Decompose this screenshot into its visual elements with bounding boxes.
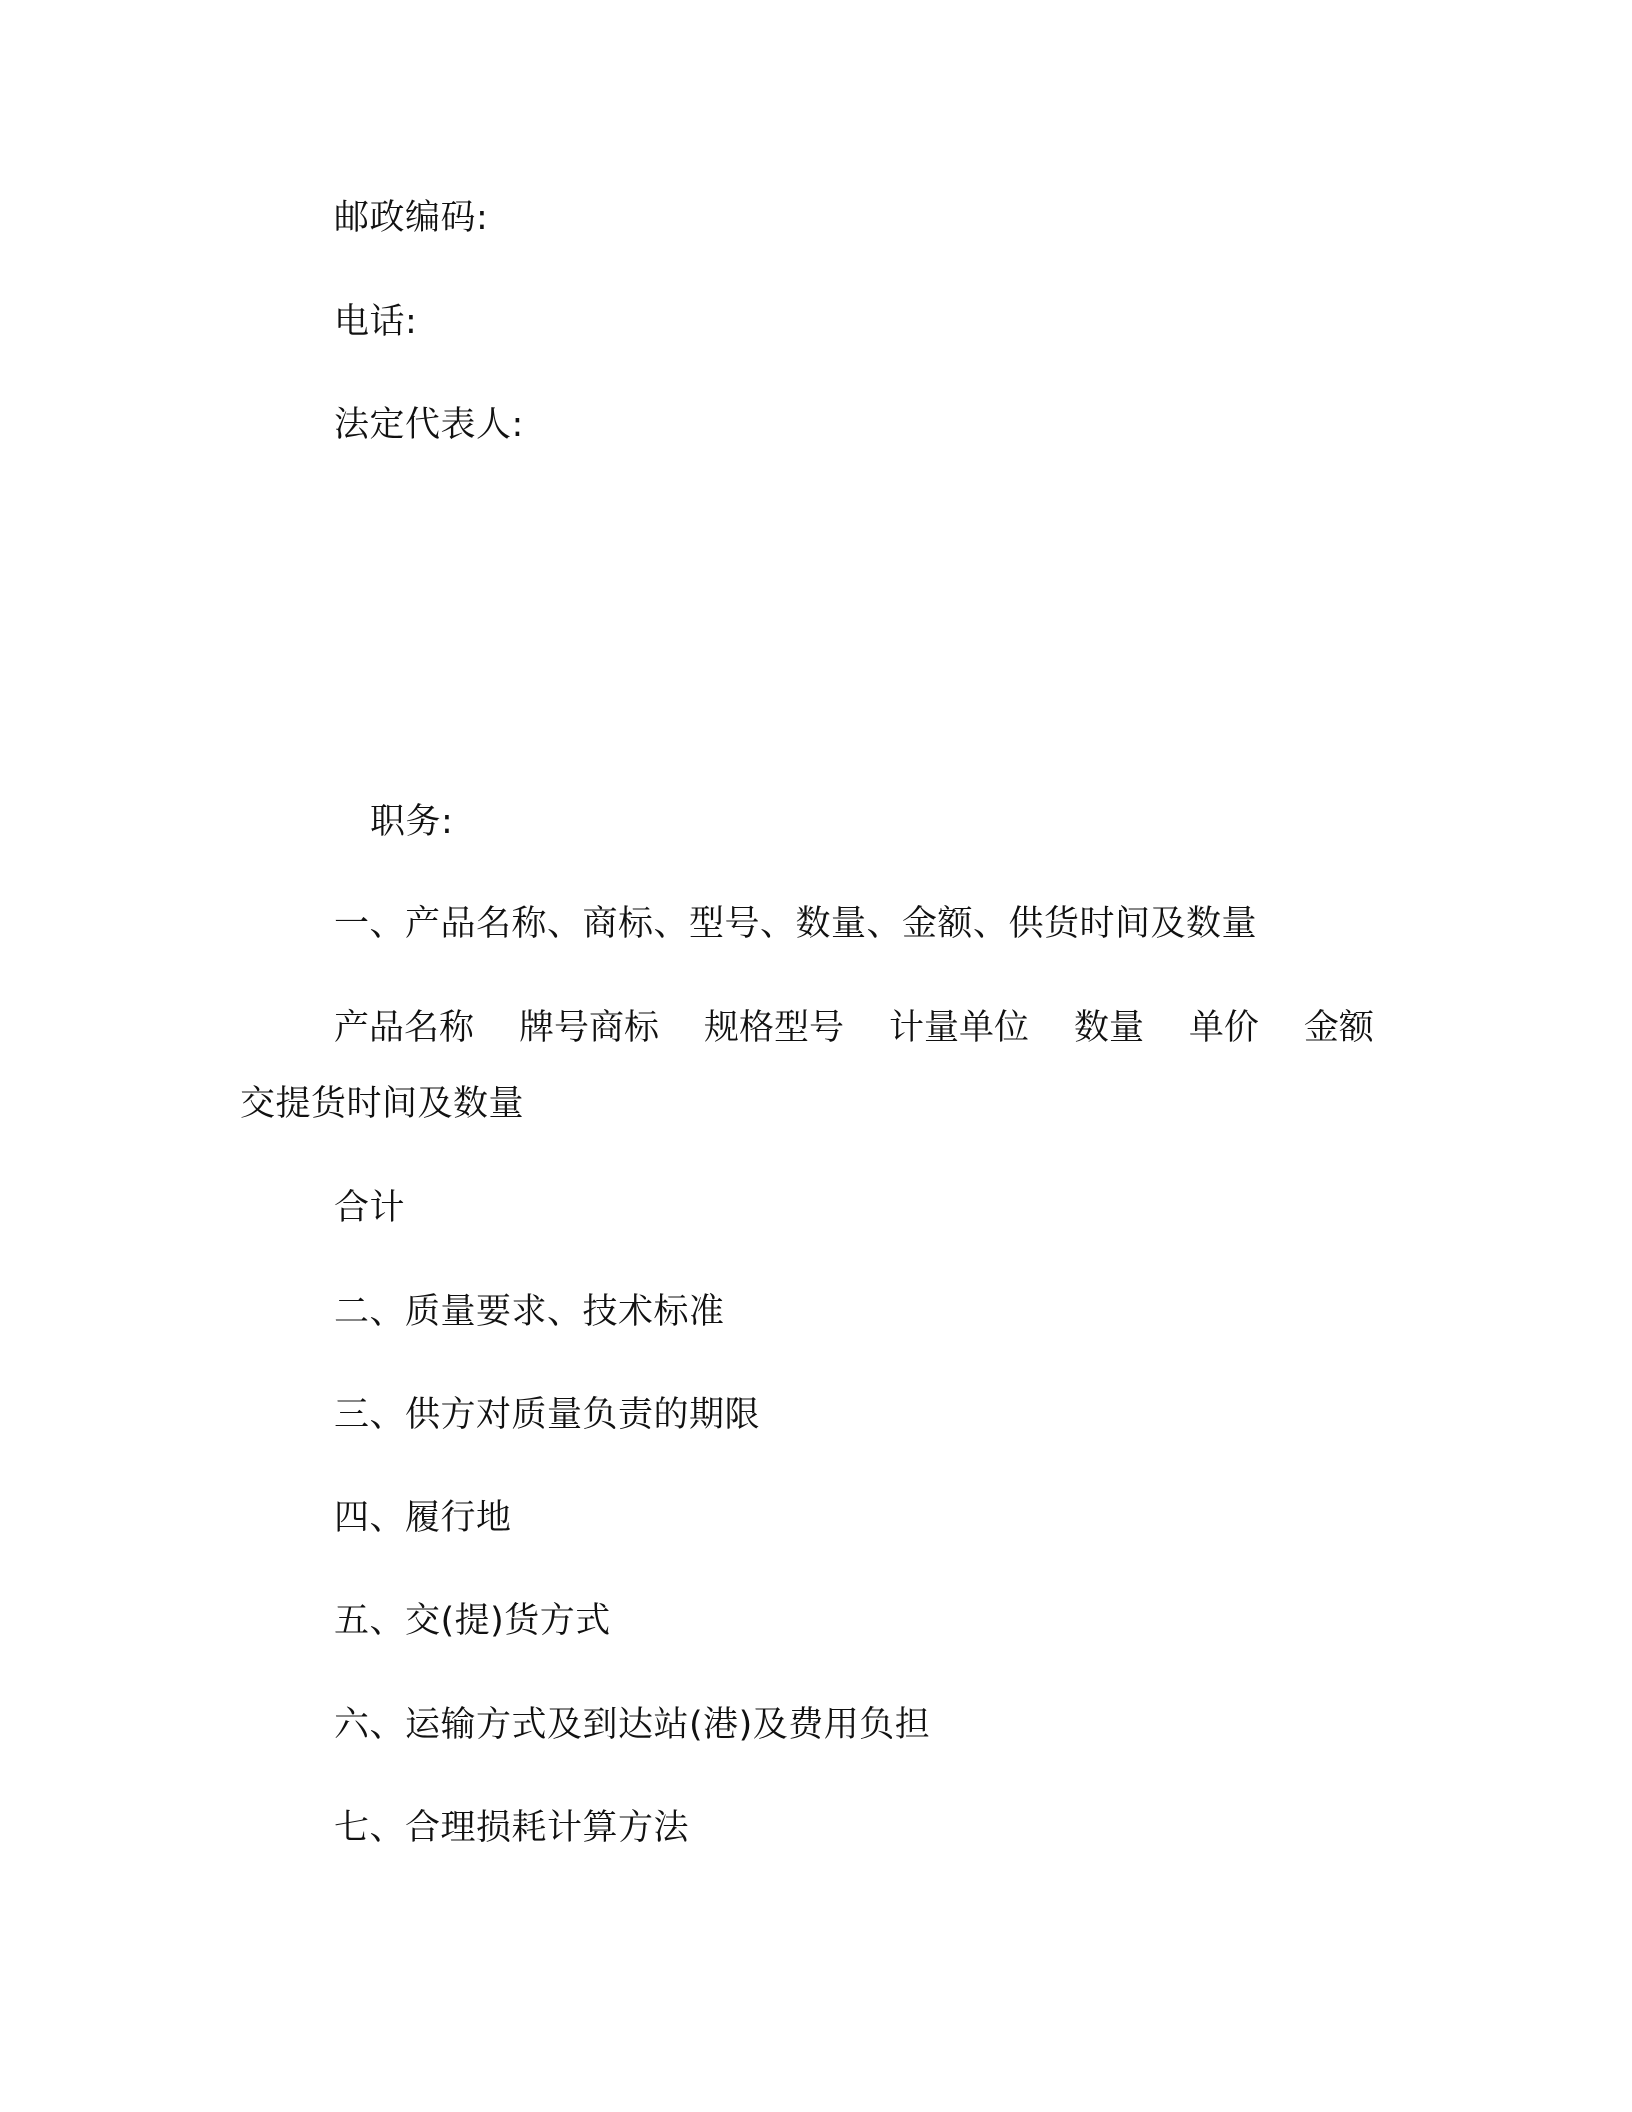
product-table-header [334, 1006, 1374, 1050]
column-header: 计量单位 [888, 1008, 1029, 1048]
section-3-heading: 三、供方对质量负责的期限 [334, 1395, 761, 1435]
column-header: 金额 [1303, 1008, 1374, 1048]
section-6-heading: 六、运输方式及到达站(港)及费用负担 [334, 1705, 931, 1745]
column-header: 数量 [1073, 1008, 1144, 1048]
section-1-heading: 一、产品名称、商标、型号、数量、金额、供货时间及数量 [334, 904, 1258, 944]
column-header: 产品名称 [334, 1008, 475, 1048]
phone-label: 电话: [334, 302, 418, 342]
total-label: 合计 [334, 1188, 406, 1228]
section-2-heading: 二、质量要求、技术标准 [334, 1292, 725, 1332]
legal-representative-label: 法定代表人: [334, 405, 524, 445]
postal-code-label: 邮政编码: [334, 198, 489, 238]
section-5-heading: 五、交(提)货方式 [334, 1601, 611, 1641]
column-header: 规格型号 [703, 1008, 844, 1048]
column-header: 牌号商标 [518, 1008, 659, 1048]
section-4-heading: 四、履行地 [334, 1498, 512, 1538]
column-header-delivery: 交提货时间及数量 [240, 1084, 525, 1124]
section-7-heading: 七、合理损耗计算方法 [334, 1808, 690, 1848]
position-label: 职务: [370, 802, 454, 842]
column-header: 单价 [1188, 1008, 1259, 1048]
